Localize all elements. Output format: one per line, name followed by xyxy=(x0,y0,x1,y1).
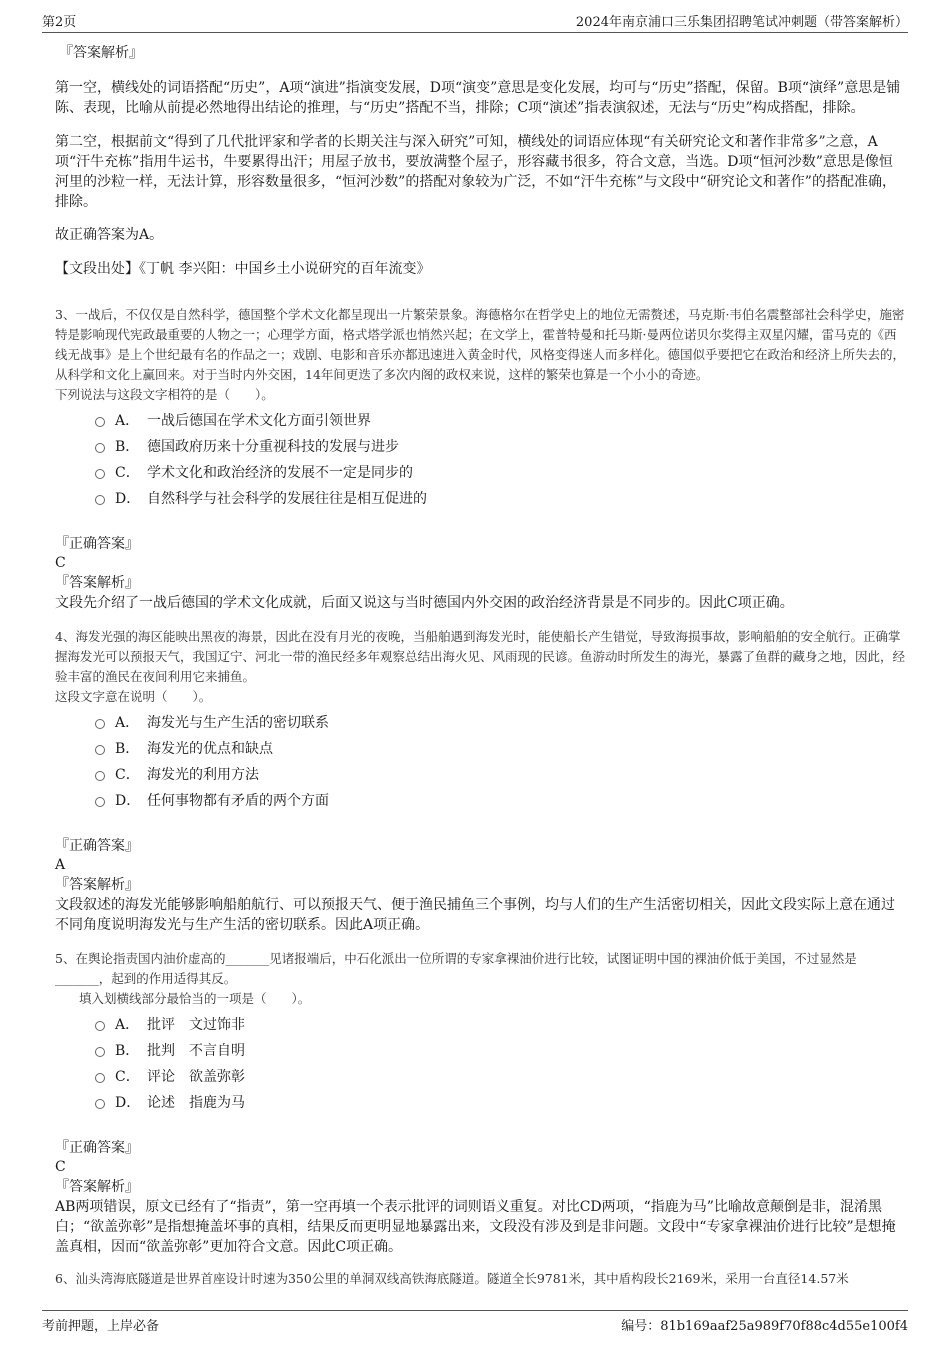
radio-icon[interactable] xyxy=(95,417,105,427)
radio-icon[interactable] xyxy=(95,469,105,479)
analysis-paragraph-1: 第一空，横线处的词语搭配“历史”，A项“演进”指演变发展，D项“演变”意思是变化发展，均可与“历史”搭配，保留。B项“演绎”意思是铺陈、表现，比喻从前提必然地得出结论的推理，与“历史”搭配不当，排除；C项“演述”指表演叙述，无法与“历史”构成搭配，排除。 xyxy=(55,80,901,116)
question-prompt: 这段文字意在说明（ ）。 xyxy=(55,689,212,704)
option-c[interactable]: C． 学术文化和政治经济的发展不一定是同步的 xyxy=(95,459,905,485)
option-a[interactable]: A． 批评 文过饰非 xyxy=(95,1011,905,1037)
option-list xyxy=(55,1011,905,1115)
option-c[interactable]: C． 海发光的利用方法 xyxy=(95,761,905,787)
option-d[interactable]: D． 任何事物都有矛盾的两个方面 xyxy=(95,787,905,813)
option-a[interactable]: A． 一战后德国在学术文化方面引领世界 xyxy=(95,407,905,433)
radio-icon[interactable] xyxy=(95,797,105,807)
radio-icon[interactable] xyxy=(95,771,105,781)
answer-label: 『正确答案』 xyxy=(55,536,139,552)
question-stem: 3、一战后，不仅仅是自然科学，德国整个学术文化都呈现出一片繁荣景象。海德格尔在哲学史上的地位无需赘述，马克斯·韦伯名震整部社会科学史，施密特是影响现代宪政最重要的人物之一；心理学方面，格式塔学派也悄然兴起；在文学上，霍普特曼和托马斯·曼两位诺贝尔奖得主双星闪耀，雷马克的《西线无战事》是上个世纪最有名的作品之一；戏剧、电影和音乐亦都迅速进入黄金时代，风格变得迷人而多样化。德国似乎要把它在政治和经济上所失去的，从科学和文化上赢回来。对于当时内外交困，14年间更迭了多次内阁的政权来说，这样的繁荣也算是一个小小的奇迹。 xyxy=(55,307,906,382)
option-a[interactable]: A． 海发光与生产生活的密切联系 xyxy=(95,709,905,735)
answer-label: 『正确答案』 xyxy=(55,1140,139,1156)
radio-icon[interactable] xyxy=(95,745,105,755)
radio-icon[interactable] xyxy=(95,1021,105,1031)
footer-slogan: 考前押题，上岸必备 xyxy=(42,1319,160,1334)
question-stem: 6、汕头湾海底隧道是世界首座设计时速为350公里的单洞双线高铁海底隧道。隧道全长9781米，其中盾构段长2169米，采用一台直径14.57米 xyxy=(55,1271,849,1286)
question-5 xyxy=(55,949,905,1257)
document-title: 2024年南京浦口三乐集团招聘笔试冲刺题（带答案解析） xyxy=(575,15,908,30)
option-list xyxy=(55,709,905,813)
question-3 xyxy=(55,305,905,613)
radio-icon[interactable] xyxy=(95,719,105,729)
analysis-label: 『答案解析』 xyxy=(59,45,143,61)
answer-value: A xyxy=(55,857,66,873)
option-d[interactable]: D． 论述 指鹿为马 xyxy=(95,1089,905,1115)
radio-icon[interactable] xyxy=(95,495,105,505)
document-body xyxy=(55,44,905,1289)
page-header xyxy=(42,10,908,33)
option-b[interactable]: B． 批判 不言自明 xyxy=(95,1037,905,1063)
option-d[interactable]: D． 自然科学与社会科学的发展往往是相互促进的 xyxy=(95,485,905,511)
radio-icon[interactable] xyxy=(95,1073,105,1083)
answer-label: 『正确答案』 xyxy=(55,838,139,854)
question-prompt: 下列说法与这段文字相符的是（ ）。 xyxy=(55,387,274,402)
analysis-label: 『答案解析』 xyxy=(55,877,139,893)
answer-value: C xyxy=(55,1159,66,1175)
analysis-paragraph-2: 第二空，根据前文“得到了几代批评家和学者的长期关注与深入研究”可知，横线处的词语应体现“有关研究论文和著作非常多”之意，A项“汗牛充栋”指用牛运书，牛要累得出汗；用屋子放书，要放满整个屋子，形容藏书很多，符合文意，当选。D项“恒河沙数”意思是像恒河里的沙粒一样，无法计算，形容数量很多，“恒河沙数”的搭配对象较为广泛，不如“汗牛充栋”与文段中“研究论文和著作”的搭配准确，排除。 xyxy=(55,134,896,210)
analysis-label: 『答案解析』 xyxy=(55,1179,139,1195)
question-4 xyxy=(55,627,905,935)
radio-icon[interactable] xyxy=(95,1099,105,1109)
analysis-label: 『答案解析』 xyxy=(55,575,139,591)
page-number: 第2页 xyxy=(42,15,77,30)
answer-value: C xyxy=(55,555,66,571)
question-prompt: 填入划横线部分最恰当的一项是（ ）。 xyxy=(79,991,311,1006)
option-c[interactable]: C． 评论 欲盖弥彰 xyxy=(95,1063,905,1089)
option-b[interactable]: B． 海发光的优点和缺点 xyxy=(95,735,905,761)
question-stem: 5、在舆论指责国内油价虚高的_______见诸报端后，中石化派出一位所谓的专家拿裸油价进行比较，试图证明中国的裸油价低于美国，不过显然是_______，起到的作用适得其反。 xyxy=(55,951,857,986)
source-citation: 【文段出处】《丁帆 李兴阳：中国乡土小说研究的百年流变》 xyxy=(55,261,431,277)
question-stem: 4、海发光强的海区能映出黑夜的海景，因此在没有月光的夜晚，当船舶遇到海发光时，能使船长产生错觉，导致海损事故，影响船舶的安全航行。正确掌握海发光可以预报天气，我国辽宁、河北一带的渔民经多年观察总结出海火见、风雨现的民谚。鱼游动时所发生的海光，暴露了鱼群的藏身之地，因此，经验丰富的渔民在夜间利用它来捕鱼。 xyxy=(55,629,906,684)
analysis-conclusion: 故正确答案为A。 xyxy=(55,227,164,243)
analysis-text: 文段先介绍了一战后德国的学术文化成就，后面又说这与当时德国内外交困的政治经济背景是不同步的。因此C项正确。 xyxy=(55,595,794,611)
radio-icon[interactable] xyxy=(95,1047,105,1057)
question-6 xyxy=(55,1269,905,1289)
analysis-text: AB两项错误，原文已经有了“指责”，第一空再填一个表示批评的词则语义重复。对比CD两项，“指鹿为马”比喻故意颠倒是非，混淆黑白；“欲盖弥彰”是指想掩盖坏事的真相，结果反而更明显地暴露出来，文段没有涉及到是非问题。文段中“专家拿裸油价进行比较”是想掩盖真相，因而“欲盖弥彰”更加符合文意。因此C项正确。 xyxy=(55,1199,896,1255)
analysis-text: 文段叙述的海发光能够影响船舶航行、可以预报天气、便于渔民捕鱼三个事例，均与人们的生产生活密切相关，因此文段实际上意在通过不同角度说明海发光与生产生活的密切联系。因此A项正确。 xyxy=(55,897,895,933)
page-footer xyxy=(42,1310,908,1334)
option-b[interactable]: B． 德国政府历来十分重视科技的发展与进步 xyxy=(95,433,905,459)
document-id: 编号：81b169aaf25a989f70f88c4d55e100f4 xyxy=(621,1319,908,1334)
radio-icon[interactable] xyxy=(95,443,105,453)
q2-analysis xyxy=(55,44,905,279)
option-list xyxy=(55,407,905,511)
